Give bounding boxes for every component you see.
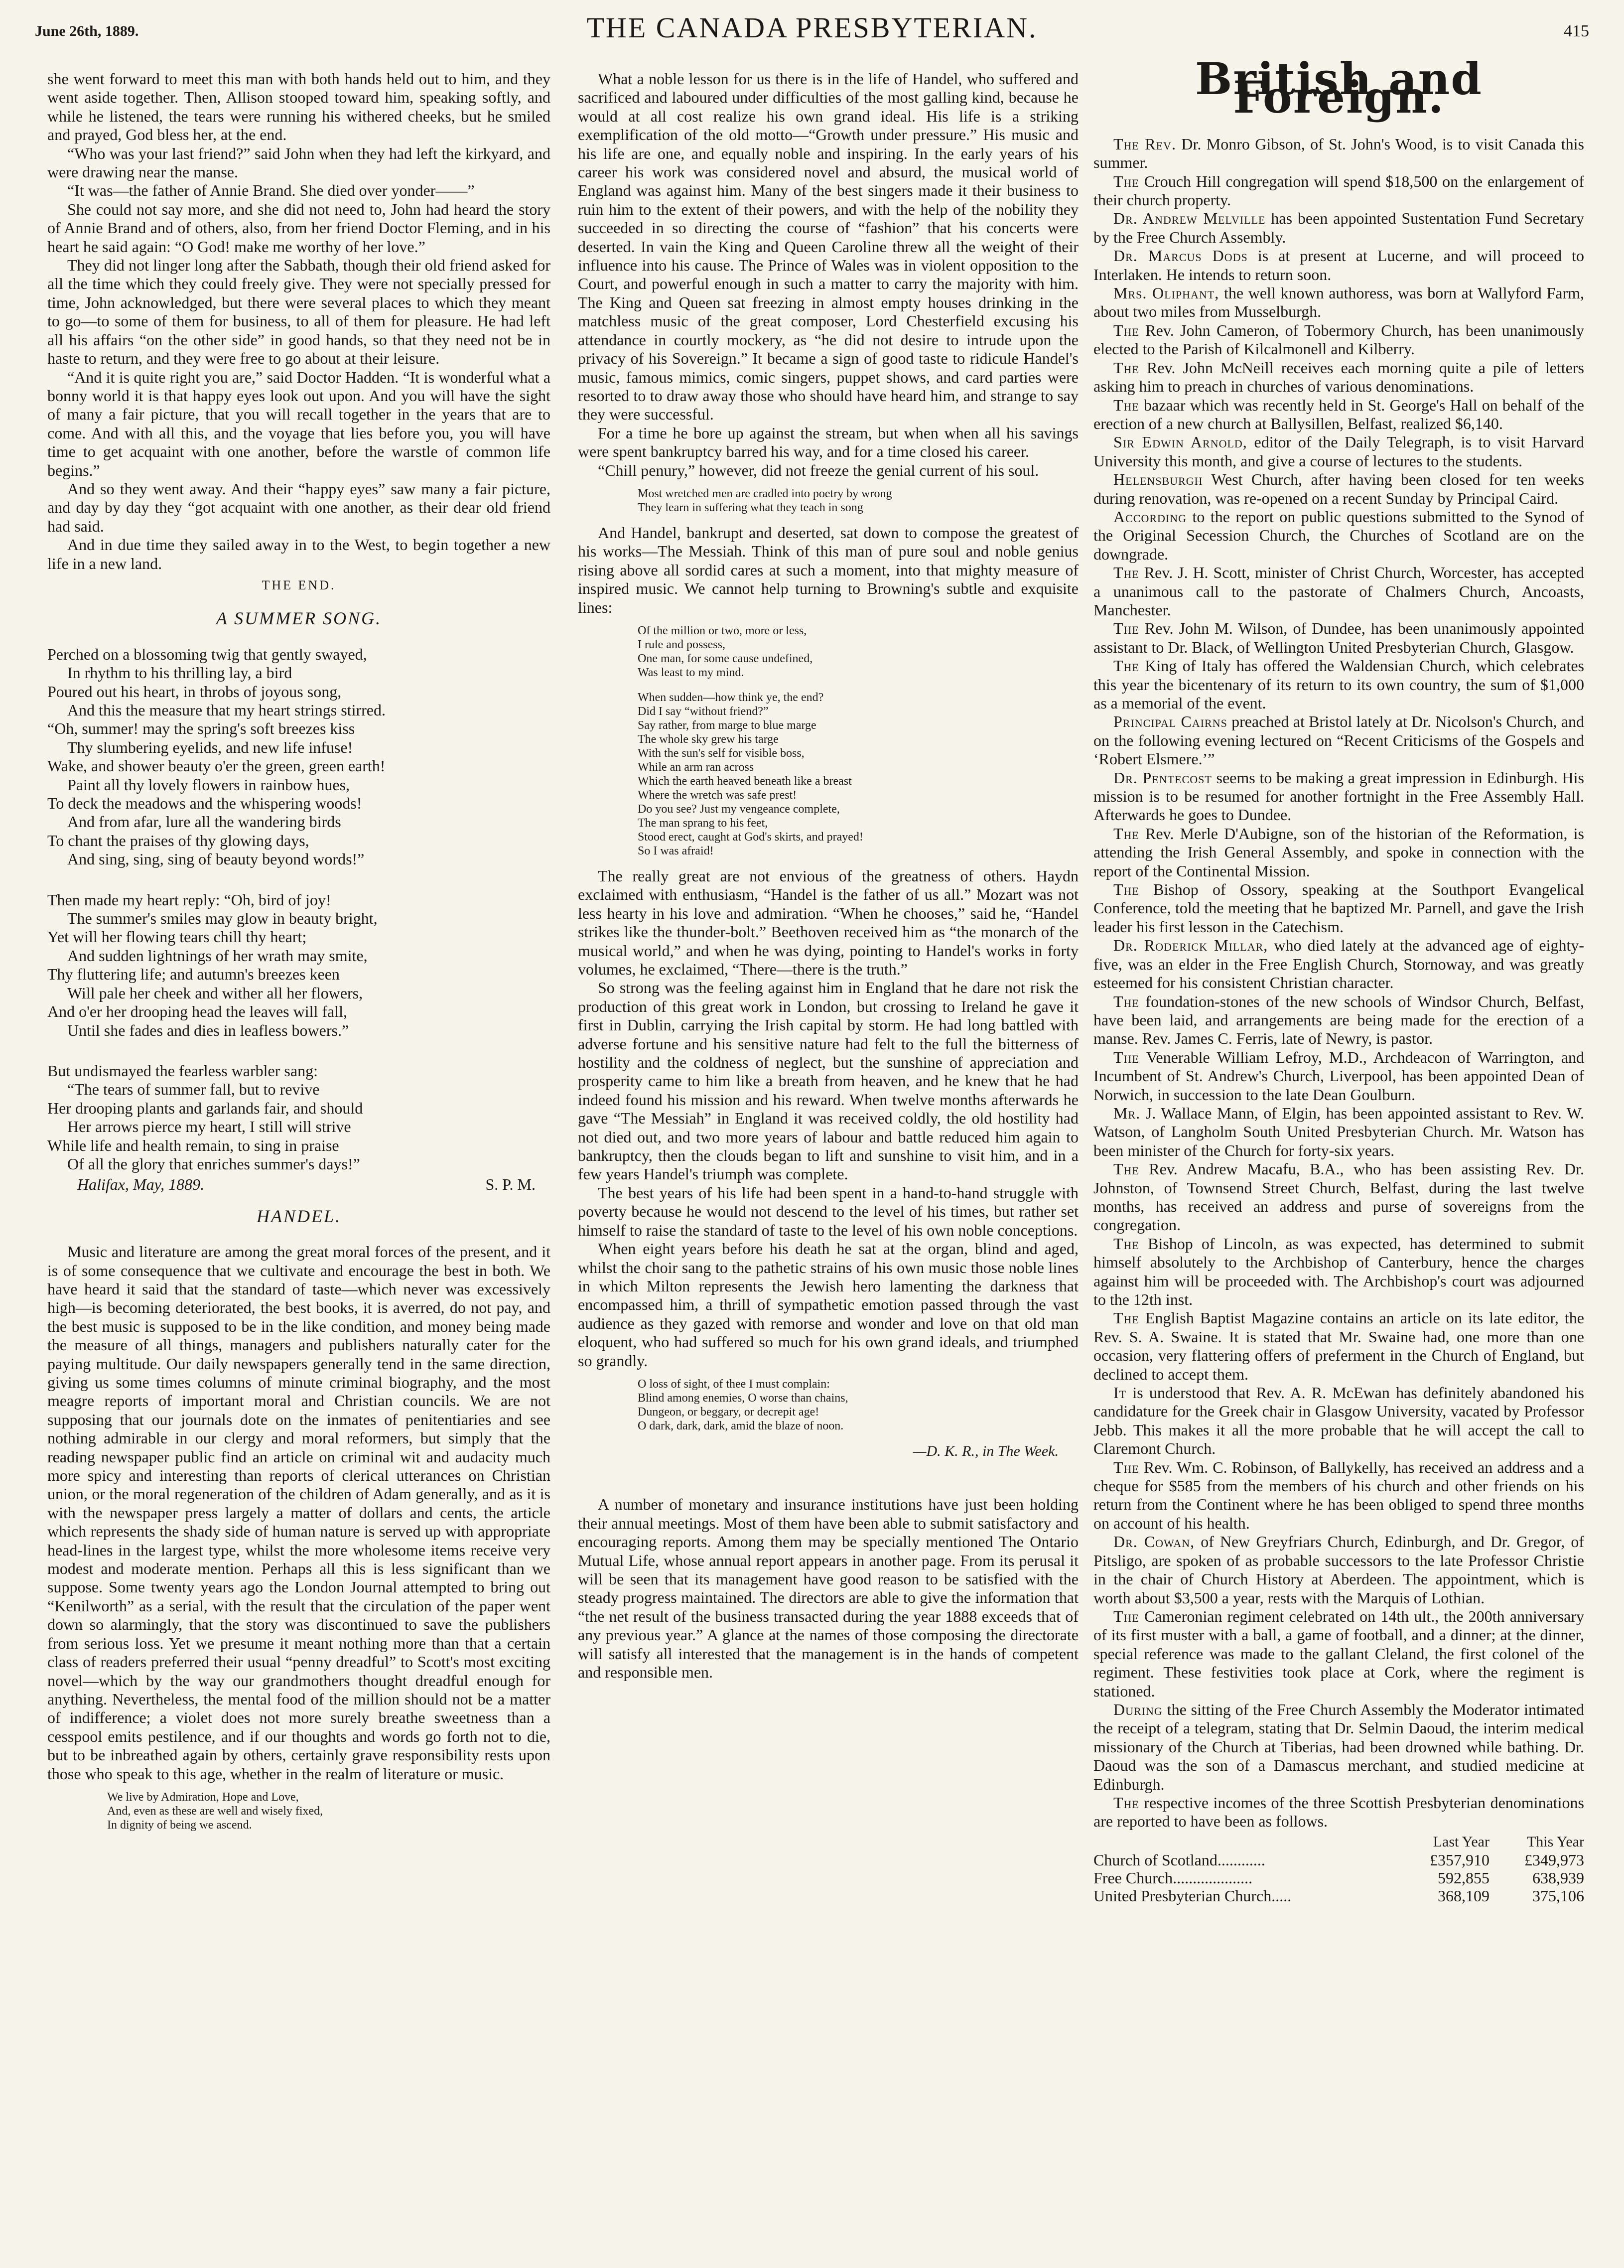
news-item	[1093, 1160, 1584, 1235]
news-item	[1093, 1235, 1584, 1309]
news-item-lead: According	[1113, 507, 1187, 526]
shelley-quote	[578, 487, 1079, 515]
notice-paragraph: A number of monetary and insurance institutions have just been holding their annual meetings. Most of them have been able to submit satisfactory and encouraging reports. Among them may be specially mentioned The Ontario Mutual Life, whose annual report appears in another page. From its perusal it will be seen that its management have good reason to be satisfied with the steady progress maintained. The directors are able to give the information that “the net result of the business transacted during the year 1888 exceeds that of any previous year.” A glance at the names of those composing the directorate will satisfy all interested that the management is in the hands of competent and responsible men.	[578, 1495, 1079, 1681]
poem-line: Of all the glory that enriches summer's days!”	[67, 1154, 360, 1173]
news-item-lead: Principal Cairns	[1113, 712, 1227, 731]
news-item	[1093, 470, 1584, 508]
news-item-text: Crouch Hill congregation will spend $18,500 on the enlargement of their church property.	[1093, 172, 1584, 209]
news-item	[1093, 433, 1584, 470]
quote-line: And, even as these are well and wisely fixed,	[107, 1804, 323, 1818]
poem-stanza	[47, 1062, 550, 1173]
news-item	[1093, 936, 1584, 992]
column-left	[47, 70, 550, 1841]
quote-line: O dark, dark, dark, amid the blaze of noon.	[638, 1419, 844, 1432]
last-year-income: 592,855	[1438, 1868, 1489, 1887]
news-item-text: Bishop of Lincoln, as was expected, has determined to submit himself absolutely to the Archbishop of Canterbury, hence the charges against him will be proceeded with. The Archbishop's court was adjourned to the 12th inst.	[1093, 1234, 1584, 1308]
british-and-foreign-heading: British and Foreign.	[1195, 53, 1483, 124]
poem-line: Wake, and shower beauty o'er the green, green earth!	[47, 757, 386, 775]
story-paragraph: “Who was your last friend?” said John when they had left the kirkyard, and were drawing near the manse.	[47, 144, 550, 181]
news-item-text: the well known authoress, was born at Wallyford Farm, about two miles from Musselburgh.	[1093, 284, 1585, 321]
poem-line: And sing, sing, sing of beauty beyond words!”	[67, 850, 365, 868]
last-year-income: £357,910	[1430, 1850, 1489, 1869]
poem-line: Her drooping plants and garlands fair, and should	[47, 1099, 363, 1117]
news-item-lead: Sir Edwin Arnold,	[1113, 433, 1247, 451]
article-paragraph: The really great are not envious of the greatness of others. Haydn exclaimed with enthusiasm, “Handel is the father of us all.” Mozart was not less hearty in his love and admiration. “When he chooses,” said he, “Handel strikes like the thunder-bolt.” Beethoven received him as “the monarch of the musical world,” and when he was dying, pointing to Handel's works in forty volumes, he exclaimed, “There—there is the truth.”	[578, 866, 1079, 978]
poem-stanza	[47, 891, 550, 1040]
news-item	[1093, 619, 1584, 657]
poem-line: Her arrows pierce my heart, I still will strive	[67, 1118, 351, 1136]
poem-line: Thy slumbering eyelids, and new life infuse!	[67, 738, 353, 756]
handel-epigraph	[47, 1790, 550, 1832]
poem-line: Then made my heart reply: “Oh, bird of joy!	[47, 890, 331, 909]
news-item	[1093, 135, 1584, 172]
news-item-text: Rev. John M. Wilson, of Dundee, has been unanimously appointed assistant to Dr. Black, of Wellington United Presbyterian Church, Glasgow.	[1093, 619, 1584, 656]
article-paragraph: “Chill penury,” however, did not freeze the genial current of his soul.	[598, 461, 1039, 479]
news-item	[1093, 1048, 1584, 1104]
quote-line: The man sprang to his feet,	[638, 816, 768, 830]
news-item-text: editor of the Daily Telegraph, is to visit Harvard University this month, and give a course of lectures to the students.	[1093, 433, 1584, 470]
news-item-text: bazaar which was recently held in St. George's Hall on behalf of the erection of a new church at Ballysillen, Belfast, realized $6,140.	[1093, 396, 1584, 432]
news-item	[1093, 992, 1584, 1048]
this-year-income: 375,106	[1532, 1886, 1584, 1905]
poem-line: And this the measure that my heart strings stirred.	[67, 701, 386, 719]
news-item	[1093, 247, 1584, 284]
news-item-lead: The	[1113, 321, 1139, 339]
column-right	[1093, 53, 1585, 1905]
masthead	[35, 9, 1589, 52]
news-item-text: is at present at Lucerne, and will proceed to Interlaken. He intends to return soon.	[1093, 247, 1585, 284]
news-item-lead: The	[1113, 1160, 1139, 1178]
news-item	[1093, 209, 1584, 247]
church-name: Church of Scotland............	[1093, 1850, 1265, 1869]
poem-author: S. P. M.	[485, 1175, 536, 1194]
issue-date: June 26th, 1889.	[35, 23, 139, 39]
news-item-text: Venerable William Lefroy, M.D., Archdeacon of Warrington, and Incumbent of St. Andrew's Church, Liverpool, has been appointed Dean of Norwich, in succession to the late Dean Goulburn.	[1093, 1048, 1584, 1104]
news-item-lead: Dr. Cowan,	[1113, 1533, 1195, 1551]
poem-signature	[47, 1175, 550, 1194]
news-item	[1093, 508, 1584, 564]
quote-line: They learn in suffering what they teach in song	[638, 501, 863, 514]
quote-line: Dungeon, or beggary, or decrepit age!	[638, 1405, 819, 1418]
news-item-text: King of Italy has offered the Waldensian Church, which celebrates this year the bicentenary of its return to its own country, the sum of $1,000 as a memorial of the event.	[1093, 657, 1584, 712]
quote-line: Which the earth heaved beneath like a breast	[638, 774, 852, 788]
news-item-text: Dr. Monro Gibson, of St. John's Wood, is to visit Canada this summer.	[1093, 135, 1585, 172]
poem-line: Paint all thy lovely flowers in rainbow hues,	[67, 775, 350, 794]
this-year-income: 638,939	[1532, 1868, 1584, 1887]
news-item	[1093, 712, 1584, 768]
quote-line: Was least to my mind.	[638, 666, 744, 679]
column-middle	[578, 70, 1079, 1682]
news-item-lead: It	[1113, 1384, 1127, 1402]
story-paragraph: “It was—the father of Annie Brand. She died over yonder——”	[67, 181, 475, 200]
browning-quote	[578, 624, 1079, 858]
poem-line: Yet will her flowing tears chill thy heart;	[47, 928, 307, 946]
article-paragraph: So strong was the feeling against him in England that he dare not risk the production of this great work in London, but crossing to Ireland he gave it first in Dublin, carrying the Irish capital by storm. He had long battled with adverse fortune and his sensitive nature had felt to the full the bitterness of hostility and the coldness of neglect, but the sunshine of appreciation and prosperity came to him like a breath from heaven, and he knew that he had indeed found his mission and his reward. When twelve months afterwards he gave “The Messiah” in England it was received coldly, the old hostility had not died out, and two more years of labour and battle reduced him again to bankruptcy, then the clouds began to lift and sunshine to visit him, and in a few years Handel's triumph was complete.	[578, 979, 1079, 1183]
quote-line: Say rather, from marge to blue marge	[638, 718, 816, 732]
news-item-lead: The	[1113, 1048, 1139, 1066]
news-item-lead: Dr. Roderick Millar,	[1113, 936, 1268, 955]
article-paragraph: The best years of his life had been spent in a hand-to-hand struggle with poverty because he would not descend to the level of his times, but rather set himself to raise the standard of taste to the level of his own noble conceptions.	[578, 1183, 1079, 1239]
news-item-text: Bishop of Ossory, speaking at the Southport Evangelical Conference, told the meeting that he baptized Mr. Parnell, and gave the Irish leader his first lesson in the Catechism.	[1093, 880, 1584, 936]
quote-line: Where the wretch was safe prest!	[638, 788, 797, 802]
news-item	[1093, 825, 1584, 880]
story-paragraph: They did not linger long after the Sabbath, though their old friend asked for all the time which they could freely give. They were not specially pressed for time, John acknowledged, but there were several places to which they meant to go—to some of them for business, to all of them for pleasure. He had left all his affairs “on the other side” in good hands, so that they need not be in haste to return, and they were free to go about at their leisure.	[47, 256, 550, 368]
poem-line: “The tears of summer fall, but to revive	[67, 1080, 320, 1099]
quote-line: With the sun's self for visible boss,	[638, 746, 805, 760]
poem-place-date: Halifax, May, 1889.	[77, 1175, 205, 1194]
news-item	[1093, 1701, 1584, 1794]
news-item	[1093, 657, 1584, 712]
this-year-income: £349,973	[1524, 1850, 1584, 1869]
poem-title: A SUMMER SONG.	[216, 608, 382, 629]
quote-line: When sudden—how think ye, the end?	[638, 691, 824, 704]
news-item-lead: The	[1113, 1309, 1139, 1327]
page-number: 415	[1564, 22, 1589, 40]
news-item-lead: The	[1113, 992, 1139, 1010]
poem-line: But undismayed the fearless warbler sang:	[47, 1061, 318, 1080]
news-item-lead: The	[1113, 1793, 1139, 1812]
quote-line: We live by Admiration, Hope and Love,	[107, 1790, 299, 1804]
poem-line: Poured out his heart, in throbs of joyous song,	[47, 682, 342, 701]
news-item-text: Rev. John McNeill receives each morning quite a pile of letters asking him to preach in churches of various denominations.	[1093, 358, 1584, 396]
news-item-text: respective incomes of the three Scottish Presbyterian denominations are reported to have been as follows.	[1093, 1793, 1584, 1831]
news-item-lead: The	[1113, 1607, 1139, 1625]
quote-line: Did I say “without friend?”	[638, 705, 769, 718]
news-item-lead: The	[1113, 619, 1139, 638]
story-end-marker: THE END.	[262, 577, 336, 592]
poem-line: To deck the meadows and the whispering woods!	[47, 794, 362, 813]
quote-line: I rule and possess,	[638, 638, 725, 651]
news-item-lead: Mrs. Oliphant,	[1113, 284, 1219, 302]
news-item-text: Rev. J. H. Scott, minister of Christ Church, Worcester, has accepted a unanimous call to the pastorate of Chalmers Church, Ancoasts, Manchester.	[1093, 564, 1584, 619]
news-item	[1093, 1384, 1584, 1458]
article-paragraph: And Handel, bankrupt and deserted, sat down to compose the greatest of his works—The Messiah. Think of this man of pure soul and noble genius rising above all sordid cares at such a moment, into that mighty measure of inspired music. We cannot help turning to Browning's subtle and exquisite lines:	[578, 523, 1079, 616]
poem-stanza	[47, 645, 550, 869]
news-item-text: preached at Bristol lately at Dr. Nicolson's Church, and on the following evening lectured on “Recent Criticisms of the Gospels and ‘Robert Elsmere.’”	[1093, 712, 1584, 768]
quote-line: O loss of sight, of thee I must complain:	[638, 1377, 830, 1391]
news-item-text: seems to be making a great impression in Edinburgh. His mission is to be resumed for another fortnight in the Free Assembly Hall. Afterwards he goes to Dundee.	[1093, 768, 1585, 824]
news-item-lead: The Rev.	[1113, 135, 1176, 153]
story-ending	[47, 70, 550, 594]
news-item	[1093, 1533, 1584, 1607]
article-paragraph: Music and literature are among the great moral forces of the present, and it is of some consequence that we cultivate and encourage the best in both. We have heard it said that the standard of taste—which never was excessively high—is becoming deteriorated, the best books, it is averred, do not pay, and the best music is supposed to be in the like condition, and money being made the measure of all things, managers and publishers naturally cater for the paying multitude. Our daily newspapers generally tend in the same direction, giving us some times columns of minute criminal biography, and the most meagre reports of important moral and Christian councils. We are not supposing that our journals dote on the inmates of penitentiaries and see nothing admirable in our clergy and moral reformers, but simply that the reading newspaper public find an article on criminal wit and audacity much more spicy and interesting than reports of clerical utterances on Christian union, or the moral regeneration of the children of Adam generally, and as it is with the newspaper press largely a matter of dollars and cents, the article which represents the shady side of human nature is served up with appropriate head-lines in the largest type, whilst the more wholesome items receive very modest and moderate mention. Perhaps all this is less significant than we suppose. Some twenty years ago the London Journal attempted to bring out “Kenilworth” as a serial, with the result that the circulation of the paper went down so alarmingly, that the story was discontinued to save the publishers from serious loss. Yet we presume it meant nothing more than that a certain class of readers preferred their usual “penny dreadful” to Scott's most exciting novel—which by the way our grandmothers thought dreadful enough for anything. Nevertheless, the mental food of the million should not be a matter of indifference; a violet does not more surely breathe sweetness than a cesspool emits pestilence, and if our thoughts and words go forth not to die, but to be inbreathed again by others, certainly grave responsibility rests upon those who speak to this age, whether in the realm of literature or music.	[47, 1243, 550, 1783]
news-item	[1093, 1104, 1584, 1160]
income-table	[1093, 1833, 1584, 1905]
table-row	[1093, 1869, 1584, 1887]
last-year-income: 368,109	[1438, 1886, 1489, 1905]
news-item	[1093, 1607, 1584, 1701]
news-item-lead: Dr. Pentecost	[1113, 768, 1212, 787]
news-item-lead: Mr.	[1113, 1104, 1141, 1122]
news-item	[1093, 396, 1584, 433]
news-item-lead: The	[1113, 358, 1139, 377]
table-row	[1093, 1851, 1584, 1869]
poem-line: While life and health remain, to sing in praise	[47, 1136, 339, 1154]
news-item	[1093, 769, 1584, 825]
news-item	[1093, 880, 1584, 936]
news-item-text: the sitting of the Free Church Assembly the Moderator intimated the receipt of a telegram, stating that Dr. Selmin Daoud, the interim medical missionary of the Church at Tiberias, had been drowned while bathing. Dr. Daoud was the son of a Damascus merchant, and studied medicine at Edinburgh.	[1093, 1700, 1584, 1793]
poem-line: And from afar, lure all the wandering birds	[67, 813, 341, 831]
quote-line: Blind among enemies, O worse than chains,	[638, 1391, 848, 1405]
article-attribution: —D. K. R., in The Week.	[913, 1442, 1059, 1459]
news-item-text: is understood that Rev. A. R. McEwan has definitely abandoned his candidature for the Greek chair in Glasgow University, vacated by Professor Jebb. This makes it all the more probable that he will accept the call to Claremont Church.	[1093, 1384, 1584, 1458]
news-list	[1093, 135, 1584, 1831]
poem-line: To chant the praises of thy glowing days,	[47, 831, 309, 850]
quote-line: Do you see? Just my vengeance complete,	[638, 802, 840, 816]
news-item-lead: The	[1113, 1458, 1139, 1476]
story-paragraph: And so they went away. And their “happy eyes” saw many a fair picture, and day by day they “got acquaint with one another, as their dear old friend had said.	[47, 479, 550, 535]
column-header: This Year	[1526, 1833, 1584, 1850]
quote-line: So I was afraid!	[638, 844, 714, 857]
quote-line: One man, for some cause undefined,	[638, 652, 813, 665]
poem	[47, 645, 550, 1174]
news-item-text: Rev. Merle D'Aubigne, son of the historian of the Reformation, is attending the Irish General Assembly, and spoke in connection with the report of the Continental Mission.	[1093, 824, 1584, 880]
news-item-lead: During	[1113, 1700, 1163, 1718]
poem-line: Will pale her cheek and wither all her flowers,	[67, 984, 363, 1002]
story-paragraph: She could not say more, and she did not need to, John had heard the story of Annie Brand and of others, also, from her friend Doctor Fleming, and in his heart he said again: “O God! make me worthy of her love.”	[47, 200, 550, 256]
milton-quote	[578, 1377, 1079, 1433]
quote-line: Most wretched men are cradled into poetry by wrong	[638, 487, 892, 500]
news-item-lead: Dr. Marcus Dods	[1113, 247, 1248, 265]
newspaper-title: THE CANADA PRESBYTERIAN.	[586, 11, 1038, 44]
poem-line: In rhythm to his thrilling lay, a bird	[67, 664, 292, 682]
income-table-header	[1093, 1833, 1584, 1851]
news-item	[1093, 1458, 1584, 1533]
poem-line: The summer's smiles may glow in beauty bright,	[67, 909, 378, 928]
church-name: United Presbyterian Church.....	[1093, 1886, 1292, 1905]
poem-line: Thy fluttering life; and autumn's breezes keen	[47, 965, 340, 984]
quote-line: While an arm ran across	[638, 760, 754, 774]
news-item-lead: The	[1113, 1234, 1139, 1253]
story-paragraph: “And it is quite right you are,” said Doctor Hadden. “It is wonderful what a bonny world it is that happy eyes look out upon. And you will have the sight of many a fair picture, that you will recall together in the years that are to come. And with all this, and the voyage that lies before you, you will have time to get acquaint with one another, before the warstle of common life begins.”	[47, 368, 550, 479]
news-item-text: J. Wallace Mann, of Elgin, has been appointed assistant to Rev. W. Watson, of Langholm South United Presbyterian Church. Mr. Watson has been minister of the Church for forty-six years.	[1093, 1104, 1584, 1159]
news-item-text: West Church, after having been closed for ten weeks during renovation, was re-opened on a recent Sunday by Principal Caird.	[1093, 470, 1584, 507]
news-item	[1093, 172, 1584, 210]
news-item-lead: The	[1113, 657, 1139, 675]
story-paragraph: she went forward to meet this man with both hands held out to him, and they went aside together. Then, Allison stooped toward him, speaking softly, and while he listened, the tears were running his withered cheeks, but he smiled and prayed, God bless her, at the end.	[47, 70, 550, 144]
news-item	[1093, 321, 1584, 359]
column-header: Last Year	[1433, 1833, 1489, 1850]
article-paragraph: What a noble lesson for us there is in the life of Handel, who suffered and sacrificed and laboured under difficulties of the most galling kind, because he would at all cost realize his own grand ideal. His life is a striking exemplification of the old motto—“Growth under pressure.” His music and his life are one, and equally noble and inspiring. In the early years of his career his work was considered novel and absurd, the musical world of England was against him. Many of the best singers made it their business to ruin him to the extent of their powers, and with the help of the nobility they succeeded in so directing the course of “fashion” that his concerts were deserted. In vain the King and Queen Caroline threw all the weight of their influence into his cause. The Prince of Wales was in violent opposition to the Court, and powerful enough in such a matter to carry the majority with him. The King and Queen sat freezing in almost empty houses drinking in the matchless music of the great composer, Lord Chesterfield excusing his attendance in courtly mockery, as “he did not desire to intrude upon the privacy of his Sovereign.” It became a sign of good taste to ridicule Handel's music, famous mimics, comic singers, puppet shows, and card parties were resorted to to draw away those who should have heard him, and strange to say they were successful.	[578, 70, 1079, 424]
news-item	[1093, 359, 1584, 396]
news-item-lead: Dr. Andrew Melville	[1113, 209, 1266, 228]
news-item-text: English Baptist Magazine contains an article on its late editor, the Rev. S. A. Swaine. It is stated that Mr. Swaine had, one more than one occasion, very flattering offers of preferment in the Church of England, but declined to accept them.	[1093, 1309, 1584, 1383]
news-item	[1093, 564, 1584, 619]
quote-line: In dignity of being we ascend.	[107, 1818, 252, 1832]
news-item-text: foundation-stones of the new schools of Windsor Church, Belfast, have been laid, and arrangements are being made for the erection of a manse. Rev. James C. Ferris, late of Newry, is pastor.	[1093, 992, 1584, 1048]
poem-line: Until she fades and dies in leafless bowers.”	[67, 1021, 349, 1039]
story-paragraph: And in due time they sailed away in to the West, to begin together a new life in a new land.	[47, 536, 550, 572]
poem-line: And o'er her drooping head the leaves will fall,	[47, 1002, 348, 1021]
news-item	[1093, 284, 1584, 321]
news-item-lead: The	[1113, 396, 1139, 414]
quote-line: The whole sky grew his targe	[638, 732, 779, 746]
news-item-text: Rev. John Cameron, of Tobermory Church, has been unanimously elected to the Parish of Kilcalmonell and Kilberry.	[1093, 321, 1584, 358]
news-item-lead: The	[1113, 564, 1139, 582]
news-item-lead: The	[1113, 880, 1139, 899]
news-item-text: of New Greyfriars Church, Edinburgh, and Dr. Gregor, of Pitsligo, are spoken of as probable successors to the late Professor Christie in the chair of Church History at Aberdeen. The appointment, which is worth about $3,500 a year, rests with the Marquis of Lothian.	[1093, 1533, 1584, 1607]
news-item	[1093, 1794, 1584, 1831]
news-item-text: has been appointed Sustentation Fund Secretary by the Free Church Assembly.	[1093, 209, 1585, 246]
quote-line: Of the million or two, more or less,	[638, 624, 807, 637]
poem-line: Perched on a blossoming twig that gently swayed,	[47, 645, 367, 663]
table-row	[1093, 1887, 1584, 1905]
church-name: Free Church....................	[1093, 1868, 1253, 1887]
news-item-text: who died lately at the advanced age of eighty-five, was an elder in the Free English Church, Stornoway, and was greatly esteemed for his consistent Christian character.	[1093, 936, 1585, 992]
news-item-text: Rev. Wm. C. Robinson, of Ballykelly, has received an address and a cheque for $585 from the members of his church and other friends on his return from the Continent where he has been obliged to spend three months on account of his health.	[1093, 1458, 1584, 1532]
article-paragraph: When eight years before his death he sat at the organ, blind and aged, whilst the choir sang to the pathetic strains of his own music those noble lines in which Milton represents the Jewish hero lamenting the darkness that encompassed him, a thrill of sympathetic emotion passed through the vast audience as they gazed with remorse and wonder and love on that old man eloquent, who had suffered so much for his own grand ideals, and triumphed so grandly.	[578, 1240, 1079, 1370]
article-paragraph: For a time he bore up against the stream, but when when all his savings were spent bankruptcy barred his way, and for a time closed his career.	[578, 424, 1079, 461]
news-item-text: Cameronian regiment celebrated on 14th ult., the 200th anniversary of its first muster with a ball, a game of football, and a dinner; at the dinner, special reference was made to the gallant Cleland, the first colonel of the regiment. These festivities took place at Cork, where the regiment is stationed.	[1093, 1607, 1584, 1700]
news-item-text: Rev. Andrew Macafu, B.A., who has been assisting Rev. Dr. Johnston, of Townsend Street Church, Belfast, during the last twelve months, has received an address and purse of sovereigns from the congregation.	[1093, 1160, 1584, 1234]
poem-line: And sudden lightnings of her wrath may smite,	[67, 946, 368, 965]
poem-line: “Oh, summer! may the spring's soft breezes kiss	[47, 719, 355, 738]
news-item-lead: The	[1113, 824, 1139, 843]
news-item-lead: Helensburgh	[1113, 470, 1203, 489]
handel-title: HANDEL.	[256, 1206, 341, 1226]
news-item	[1093, 1309, 1584, 1384]
news-item-lead: The	[1113, 172, 1139, 190]
news-item-text: to the report on public questions submitted to the Synod of the Original Secession Church, the Churches of Scotland are on the downgrade.	[1093, 507, 1584, 563]
quote-line: Stood erect, caught at God's skirts, and prayed!	[638, 830, 863, 844]
